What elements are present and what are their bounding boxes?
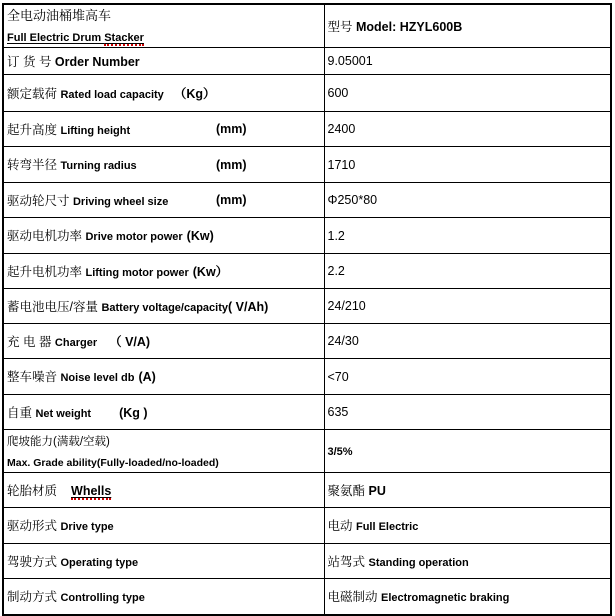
spec-value bbox=[324, 430, 611, 473]
spec-label bbox=[3, 4, 324, 48]
table-row bbox=[3, 430, 611, 473]
text-segment: 635 bbox=[327, 405, 349, 420]
text-segment: Drive type bbox=[60, 521, 114, 534]
spec-value bbox=[324, 359, 611, 395]
text-segment: 24/30 bbox=[327, 334, 359, 349]
spec-value bbox=[324, 254, 611, 289]
text-segment: 起升高度 bbox=[7, 122, 61, 137]
text-segment: 聚氨酯 bbox=[327, 483, 369, 498]
spec-value bbox=[324, 473, 611, 508]
table-row bbox=[3, 254, 611, 289]
text-segment: 订 货 号 bbox=[7, 54, 55, 69]
spec-label bbox=[3, 112, 324, 147]
text-segment: Battery voltage/capacity bbox=[101, 301, 229, 314]
text-segment: 3/5% bbox=[327, 446, 353, 459]
spec-value bbox=[324, 75, 611, 112]
text-segment: 站驾式 bbox=[327, 554, 369, 569]
text-segment: 24/210 bbox=[327, 299, 366, 314]
spec-label bbox=[3, 183, 324, 218]
text-segment: (Kw） bbox=[192, 264, 229, 279]
spec-label bbox=[3, 75, 324, 112]
table-row bbox=[3, 183, 611, 218]
table-row bbox=[3, 324, 611, 359]
table-row bbox=[3, 4, 611, 48]
text-segment: 制动方式 bbox=[7, 590, 61, 605]
text-segment: 2400 bbox=[327, 122, 356, 137]
spec-label bbox=[3, 544, 324, 579]
spec-value bbox=[324, 48, 611, 75]
text-segment: PU bbox=[368, 483, 386, 498]
text-segment: Rated load capacity bbox=[60, 88, 164, 101]
table-row bbox=[3, 147, 611, 183]
spec-table bbox=[2, 3, 612, 616]
text-segment: Electromagnetic braking bbox=[380, 592, 510, 605]
text-segment: (Kw) bbox=[186, 229, 214, 244]
text-segment: 起升电机功率 bbox=[7, 264, 86, 279]
text-segment: Net weight bbox=[35, 407, 92, 420]
table-row bbox=[3, 579, 611, 615]
text-segment: （Kg） bbox=[173, 86, 216, 101]
text-segment: 型号 bbox=[327, 19, 356, 34]
text-segment: Order Number bbox=[54, 54, 140, 69]
text-segment: 爬坡能力(满载/空载) bbox=[7, 436, 110, 449]
spec-label bbox=[3, 48, 324, 75]
spec-value bbox=[324, 183, 611, 218]
spec-value bbox=[324, 147, 611, 183]
text-segment: 整车噪音 bbox=[7, 370, 61, 385]
text-segment: Stacker bbox=[104, 32, 144, 45]
text-segment: Full Electric bbox=[355, 521, 419, 534]
spec-label bbox=[3, 430, 324, 473]
spec-label bbox=[3, 508, 324, 544]
spec-label bbox=[3, 324, 324, 359]
table-row bbox=[3, 48, 611, 75]
text-segment: 电磁制动 bbox=[327, 590, 381, 605]
text-segment: Controlling type bbox=[60, 592, 145, 605]
table-row bbox=[3, 112, 611, 147]
text-segment: 600 bbox=[327, 86, 349, 101]
spec-value bbox=[324, 112, 611, 147]
text-segment: Model: HZYL600B bbox=[355, 19, 463, 34]
spec-label bbox=[3, 395, 324, 430]
text-segment: 2.2 bbox=[327, 264, 345, 279]
text-segment: 额定载荷 bbox=[7, 86, 61, 101]
spec-sheet bbox=[2, 3, 612, 616]
text-segment: 9.05001 bbox=[327, 54, 373, 69]
text-segment: (mm) bbox=[216, 157, 247, 172]
spec-label bbox=[3, 579, 324, 615]
spec-value bbox=[324, 218, 611, 254]
text-segment: Driving wheel size bbox=[72, 195, 169, 208]
spec-value bbox=[324, 289, 611, 324]
table-row bbox=[3, 289, 611, 324]
text-segment: 驱动形式 bbox=[7, 519, 61, 534]
text-segment: (A) bbox=[138, 370, 156, 385]
table-row bbox=[3, 395, 611, 430]
text-segment: Drive motor power bbox=[85, 231, 183, 244]
spec-value bbox=[324, 579, 611, 615]
table-row bbox=[3, 359, 611, 395]
text-segment: 驱动轮尺寸 bbox=[7, 193, 73, 208]
text-segment: 自重 bbox=[7, 405, 36, 420]
spec-label bbox=[3, 359, 324, 395]
text-segment: 蓄电池电压/容量 bbox=[7, 299, 102, 314]
text-segment: Lifting height bbox=[60, 124, 131, 137]
text-segment: Full Electric Drum bbox=[7, 32, 105, 45]
text-segment: 驱动电机功率 bbox=[7, 229, 86, 244]
text-segment: Whells bbox=[71, 483, 112, 498]
table-row bbox=[3, 75, 611, 112]
spec-value bbox=[324, 395, 611, 430]
text-segment: Max. Grade ability(Fully-loaded/no-loaded) bbox=[7, 457, 219, 470]
table-row bbox=[3, 218, 611, 254]
text-segment: 电动 bbox=[327, 519, 356, 534]
spec-value bbox=[324, 544, 611, 579]
table-row bbox=[3, 473, 611, 508]
spec-value bbox=[324, 324, 611, 359]
text-segment: 转弯半径 bbox=[7, 158, 61, 173]
text-segment: <70 bbox=[327, 369, 349, 384]
table-row bbox=[3, 544, 611, 579]
spec-value bbox=[324, 4, 611, 48]
text-segment: 1.2 bbox=[327, 228, 345, 243]
text-segment: Standing operation bbox=[368, 556, 469, 569]
spec-label bbox=[3, 218, 324, 254]
spec-label bbox=[3, 254, 324, 289]
text-segment: Noise level db bbox=[60, 372, 135, 385]
text-segment: ( V/Ah) bbox=[228, 299, 269, 314]
text-segment: Turning radius bbox=[60, 160, 137, 173]
text-segment: 充 电 器 bbox=[7, 334, 55, 349]
text-segment: 全电动油桶堆高车 bbox=[7, 8, 112, 23]
spec-table-body bbox=[3, 4, 611, 615]
text-segment: 1710 bbox=[327, 157, 356, 172]
text-segment: Lifting motor power bbox=[85, 266, 189, 279]
text-segment: 驾驶方式 bbox=[7, 554, 61, 569]
spec-label bbox=[3, 473, 324, 508]
spec-label bbox=[3, 289, 324, 324]
table-row bbox=[3, 508, 611, 544]
text-segment: (Kg ) bbox=[119, 405, 148, 420]
text-segment: Operating type bbox=[60, 556, 139, 569]
spec-label bbox=[3, 147, 324, 183]
spec-value bbox=[324, 508, 611, 544]
text-segment: (mm) bbox=[216, 122, 247, 137]
text-segment: Φ250*80 bbox=[327, 193, 378, 208]
text-segment: (mm) bbox=[216, 193, 247, 208]
text-segment: Charger bbox=[54, 336, 98, 349]
text-segment: 轮胎材质 bbox=[7, 483, 58, 498]
text-segment: （ V/A) bbox=[109, 334, 151, 349]
